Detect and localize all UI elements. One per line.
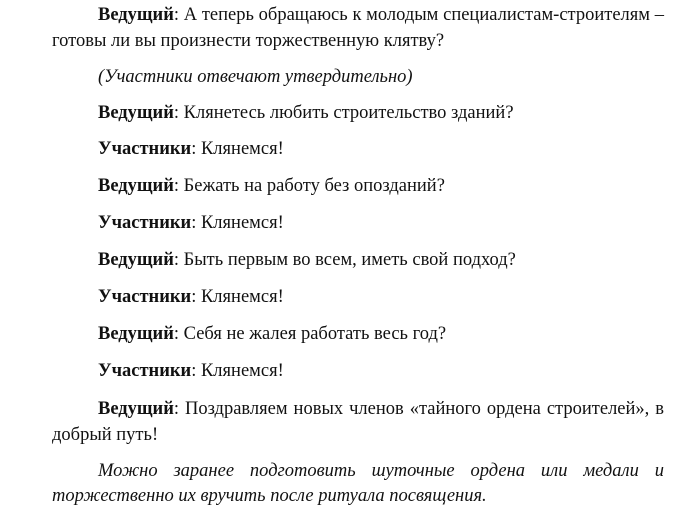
- dialogue-line: [98, 249, 516, 271]
- speaker-label: Ведущий: [98, 176, 174, 196]
- paragraph-text: : А теперь обращаюсь к молодым специалистам-строителям –: [173, 5, 664, 25]
- speaker-label: Участники: [98, 361, 192, 381]
- note-line2: [52, 485, 487, 507]
- note-line1: [98, 460, 664, 482]
- dialogue-text: : Клянемся!: [191, 287, 284, 307]
- dialogue-line: [98, 286, 284, 308]
- dialogue-line: [98, 175, 445, 197]
- dialogue-text: : Клянемся!: [191, 213, 284, 233]
- speaker-label: Ведущий: [98, 324, 174, 344]
- dialogue-line: [98, 323, 446, 345]
- note-text: Можно заранее подготовить шуточные ордена или медали и: [98, 461, 664, 481]
- dialogue-text: : Себя не жалея работать весь год?: [173, 324, 447, 344]
- dialogue-line: [98, 360, 284, 382]
- dialogue-text: : Клянетесь любить строительство зданий?: [173, 103, 514, 123]
- speaker-label: Ведущий: [98, 103, 174, 123]
- stage-direction-text: (Участники отвечают утвердительно): [98, 67, 413, 87]
- dialogue-text: : Бежать на работу без опозданий?: [173, 176, 445, 196]
- dialogue-text: : Клянемся!: [191, 139, 284, 159]
- dialogue-line: [98, 138, 284, 160]
- dialogue-text: : Быть первым во всем, иметь свой подход?: [173, 250, 516, 270]
- dialogue-line: [98, 212, 284, 234]
- speaker-label: Ведущий: [98, 250, 174, 270]
- speaker-label: Ведущий: [98, 399, 174, 419]
- speaker-label: Участники: [98, 213, 192, 233]
- dialogue-text: : Клянемся!: [191, 361, 284, 381]
- paragraph-congrats-line1: [98, 398, 664, 420]
- speaker-label: Участники: [98, 139, 192, 159]
- paragraph-congrats-line2: [52, 424, 158, 446]
- dialogue-line: [98, 102, 514, 124]
- paragraph-text: : Поздравляем новых членов «тайного ордена строителей», в: [173, 399, 664, 419]
- paragraph-text: готовы ли вы произнести торжественную клятву?: [52, 31, 445, 51]
- speaker-label: Участники: [98, 287, 192, 307]
- stage-direction: [98, 66, 413, 88]
- speaker-label: Ведущий: [98, 5, 174, 25]
- paragraph-host-intro-line1: [98, 4, 664, 26]
- paragraph-text: добрый путь!: [52, 425, 159, 445]
- note-text: торжественно их вручить после ритуала посвящения.: [52, 486, 487, 506]
- paragraph-host-intro-line2: [52, 30, 444, 52]
